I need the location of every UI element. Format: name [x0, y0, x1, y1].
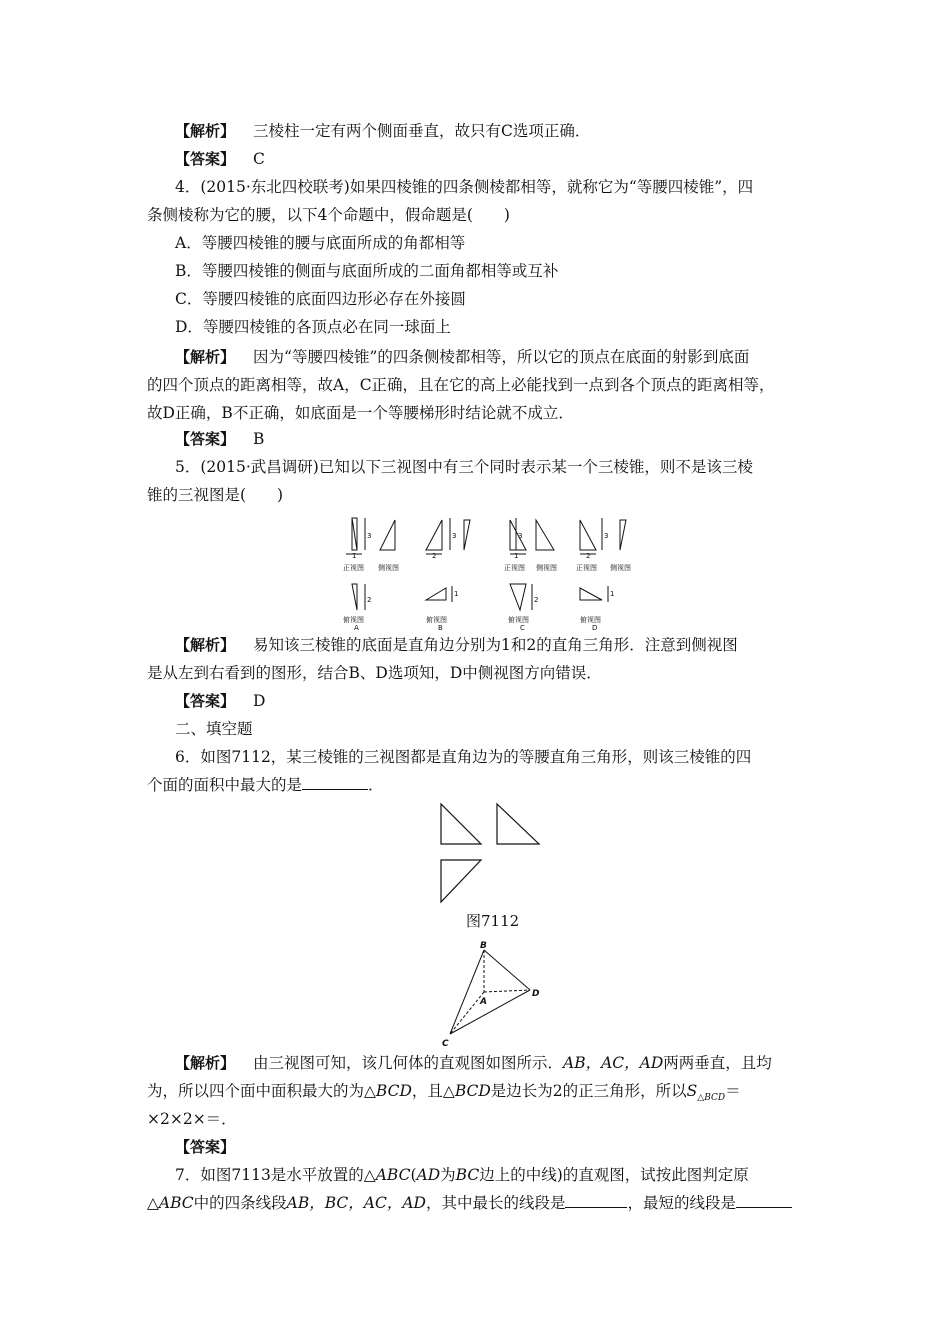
area-subscript: △BCD [697, 1093, 726, 1104]
option-b-letter: B [438, 624, 443, 630]
q4-stem-line1: 4．(2015·东北四校联考)如果四棱锥的四条侧棱都相等，就称它为“等腰四棱锥”，四 [175, 178, 754, 196]
side-label-d: 侧视图 [610, 564, 631, 572]
q5-analysis-line1 [175, 634, 738, 656]
vertex-a: A [480, 997, 487, 1007]
top-label-a: 俯视图 [343, 616, 364, 624]
side-view-d [620, 520, 626, 550]
analysis-text: 三棱柱一定有两个侧面垂直，故只有C选项正确． [253, 122, 591, 140]
side-label-c: 侧视图 [536, 564, 557, 572]
answer-label: 【答案】 [175, 1138, 236, 1156]
q6-answer [175, 1136, 235, 1158]
q5-answer [175, 690, 265, 712]
dim-height-c: 3 [518, 532, 523, 540]
dim-base-a: 1 [352, 552, 357, 560]
dim-top-d: 1 [610, 590, 615, 598]
dim-top-b: 1 [454, 590, 459, 598]
option-b-views [426, 518, 470, 602]
front-view-b [426, 520, 442, 550]
q7-side: BC [455, 1166, 480, 1184]
answer-blank[interactable] [302, 775, 368, 790]
section-heading: 二、填空题 [175, 720, 253, 738]
answer-value: C [253, 150, 265, 168]
equals-sign: ＝ [725, 1082, 741, 1100]
q4-answer [175, 428, 264, 450]
q7-stem-line1 [175, 1164, 749, 1186]
q7-stem-line2 [147, 1192, 792, 1214]
q3-analysis [175, 120, 590, 142]
area-symbol: S [686, 1082, 698, 1100]
q7-segments: AB，BC，AC，AD [286, 1194, 426, 1212]
view-triangle-1 [441, 804, 481, 844]
top-view-a [352, 584, 357, 610]
answer-label: 【答案】 [175, 150, 236, 168]
top-label-b: 俯视图 [426, 616, 447, 624]
dim-base-c: 1 [514, 552, 519, 560]
q7-triangle: ABC [375, 1166, 411, 1184]
top-view-b [426, 588, 446, 600]
analysis-label: 【解析】 [175, 348, 236, 366]
q6-analysis-line2 [147, 1080, 741, 1109]
front-view-d [580, 520, 596, 550]
analysis-text-c: 两两垂直，且均 [663, 1054, 772, 1072]
top-label-d: 俯视图 [580, 616, 601, 624]
q5-stem-line1: 5．(2015·武昌调研)已知以下三视图中有三个同时表示某一个三棱锥，则不是该三棱 [175, 458, 753, 476]
answer-value: B [253, 430, 265, 448]
shortest-blank[interactable] [736, 1193, 792, 1208]
triangle-name-2: BCD [454, 1082, 491, 1100]
top-label-c: 俯视图 [508, 616, 529, 624]
front-label-d: 正视图 [576, 564, 597, 572]
triangle-name: BCD [375, 1082, 412, 1100]
q7-triangle-name: ABC [158, 1194, 194, 1212]
view-triangle-2 [497, 804, 539, 844]
q7-triangle-symbol: △ [147, 1194, 159, 1212]
top-view-d [580, 588, 602, 600]
q7-text-c: 中的四条线段 [193, 1194, 287, 1212]
q4-option-c: C．等腰四棱锥的底面四边形必存在外接圆 [175, 290, 466, 308]
dim-top-a: 2 [367, 596, 372, 604]
q4-analysis-line2: 的四个顶点的距离相等，故A，C正确，且在它的高上必能找到一点到各个顶点的距离相等， [147, 376, 775, 394]
analysis-text-e: 是边长为2的正三角形，所以 [490, 1082, 687, 1100]
q7-text-e: 为 [440, 1166, 456, 1184]
option-c-letter: C [520, 624, 525, 630]
figure-7112 [435, 798, 545, 908]
dim-height-a: 3 [367, 532, 372, 540]
q7-text-a: 7．如图7113是水平放置的△ [175, 1166, 376, 1184]
q6-analysis-line1 [175, 1052, 772, 1074]
q5-stem-line2: 锥的三视图是( ) [147, 486, 284, 504]
view-triangle-3 [441, 860, 481, 902]
vertex-c: C [442, 1039, 449, 1049]
q6-stem-text: 个面的面积中最大的是 [147, 776, 303, 794]
q4-analysis-line1 [175, 346, 749, 368]
q3-answer [175, 148, 265, 170]
vertex-d: D [532, 989, 540, 999]
q7-paren: ( [410, 1166, 417, 1184]
side-view-b [464, 520, 470, 550]
analysis-text-a: 由三视图可知，该几何体的直观图如图所示． [253, 1054, 564, 1072]
q7-median: AD [416, 1166, 441, 1184]
top-view-c [510, 584, 526, 610]
q4-option-b: B．等腰四棱锥的侧面与底面所成的二面角都相等或互补 [175, 262, 559, 280]
dim-base-b: 2 [432, 552, 437, 560]
side-view-c [536, 520, 554, 550]
analysis-text: 因为“等腰四棱锥”的四条侧棱都相等，所以它的顶点在底面的射影到底面 [253, 348, 750, 366]
side-label-a: 侧视图 [378, 564, 399, 572]
analysis-label: 【解析】 [175, 1054, 236, 1072]
figure-caption: 图7112 [466, 912, 520, 930]
analysis-label: 【解析】 [175, 636, 236, 654]
q6-analysis-line3: ×2×2×＝． [147, 1110, 237, 1128]
dim-base-d: 2 [586, 552, 591, 560]
analysis-label: 【解析】 [175, 122, 236, 140]
q4-option-a: A．等腰四棱锥的腰与底面所成的角都相等 [175, 234, 466, 252]
answer-label: 【答案】 [175, 692, 236, 710]
q6-stem-end: ． [368, 776, 384, 794]
longest-blank[interactable] [565, 1193, 627, 1208]
analysis-text-a: 为，所以四个面中面积最大的为△ [147, 1082, 376, 1100]
analysis-text-c: ，且△ [411, 1082, 455, 1100]
analysis-segments: AB，AC，AD [563, 1054, 664, 1072]
q7-text-e: ，其中最长的线段是 [425, 1194, 566, 1212]
vertex-b: B [480, 941, 487, 951]
three-view-figure [340, 512, 640, 630]
dim-top-c: 2 [534, 596, 539, 604]
q4-analysis-line3: 故D正确，B不正确，如底面是一个等腰梯形时结论就不成立． [147, 404, 574, 422]
q6-stem-line1: 6．如图7112，某三棱锥的三视图都是直角边为的等腰直角三角形，则该三棱锥的四 [175, 748, 752, 766]
front-label-a: 正视图 [343, 564, 364, 572]
answer-value: D [253, 692, 266, 710]
q4-stem-line2: 条侧棱称为它的腰，以下4个命题中，假命题是( ) [147, 206, 510, 224]
dim-height-d: 3 [604, 532, 609, 540]
q4-option-d: D．等腰四棱锥的各顶点必在同一球面上 [175, 318, 451, 336]
option-a-letter: A [354, 624, 359, 630]
option-d-views [580, 518, 626, 602]
side-view-a [380, 520, 395, 550]
front-label-c: 正视图 [504, 564, 525, 572]
solid-figure [436, 938, 548, 1050]
q6-stem-line2 [147, 774, 384, 796]
answer-label: 【答案】 [175, 430, 236, 448]
analysis-text: 易知该三棱锥的底面是直角边分别为1和2的直角三角形．注意到侧视图 [253, 636, 738, 654]
q5-analysis-line2: 是从左到右看到的图形，结合B、D选项知，D中侧视图方向错误． [147, 664, 602, 682]
q7-text-g: 边上的中线)的直观图，试按此图判定原 [479, 1166, 749, 1184]
dim-height-b: 3 [452, 532, 457, 540]
option-d-letter: D [592, 624, 598, 630]
q7-text-f: ，最短的线段是 [627, 1194, 736, 1212]
